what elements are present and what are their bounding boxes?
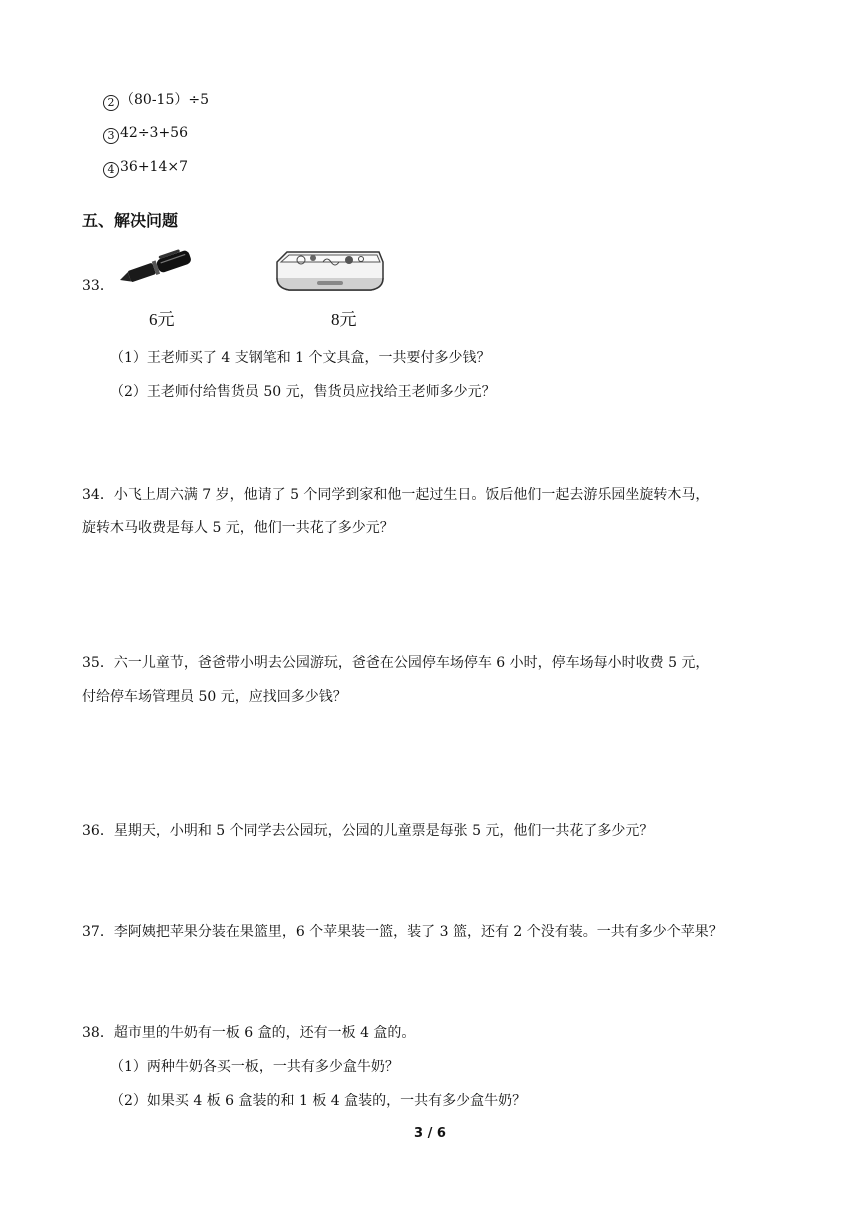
- question-38-line-1: 38．超市里的牛奶有一板 6 盒的，还有一板 4 盒的。: [82, 1025, 416, 1041]
- pen-price: 6元: [149, 310, 175, 329]
- circled-number: 3: [103, 128, 119, 144]
- question-34-line-1: 34．小飞上周六满 7 岁，他请了 5 个同学到家和他一起过生日。饭后他们一起去游乐园坐旋转木马，: [82, 487, 710, 503]
- question-35-line-2: 付给停车场管理员 50 元，应找回多少钱？: [82, 689, 347, 705]
- question-33-part-1: （1）王老师买了 4 支钢笔和 1 个文具盒，一共要付多少钱？: [110, 350, 491, 366]
- pencil-case-icon: [271, 248, 387, 298]
- circled-number: 2: [103, 95, 119, 111]
- expression-4: [103, 157, 188, 178]
- expression-text: 42÷3+56: [120, 125, 188, 141]
- page-number: 3 / 6: [414, 1126, 446, 1141]
- expression-text: （80-15）÷5: [120, 92, 209, 108]
- fountain-pen-icon: [112, 244, 198, 292]
- circled-number: 4: [103, 162, 119, 178]
- question-33-part-2: （2）王老师付给售货员 50 元，售货员应找给王老师多少元？: [110, 384, 496, 400]
- pencil-case-price: 8元: [331, 310, 357, 329]
- question-34-line-2: 旋转木马收费是每人 5 元，他们一共花了多少元？: [82, 520, 394, 536]
- question-38-part-2: （2）如果买 4 板 6 盒装的和 1 板 4 盒装的，一共有多少盒牛奶？: [110, 1093, 527, 1109]
- expression-text: 36+14×7: [120, 159, 188, 175]
- expression-3: [103, 123, 188, 144]
- expression-2: [103, 90, 209, 111]
- question-37: 37．李阿姨把苹果分装在果篮里，6 个苹果装一篮，装了 3 篮，还有 2 个没有装。一共有多少个苹果？: [82, 924, 723, 940]
- section-title: 五、解决问题: [82, 211, 179, 230]
- question-38-part-1: （1）两种牛奶各买一板，一共有多少盒牛奶？: [110, 1059, 399, 1075]
- question-35-line-1: 35．六一儿童节，爸爸带小明去公园游玩，爸爸在公园停车场停车 6 小时，停车场每小时收费 5 元，: [82, 655, 710, 671]
- question-33-number: 33．: [82, 278, 114, 294]
- question-36: 36．星期天，小明和 5 个同学去公园玩，公园的儿童票是每张 5 元，他们一共花了多少元？: [82, 823, 654, 839]
